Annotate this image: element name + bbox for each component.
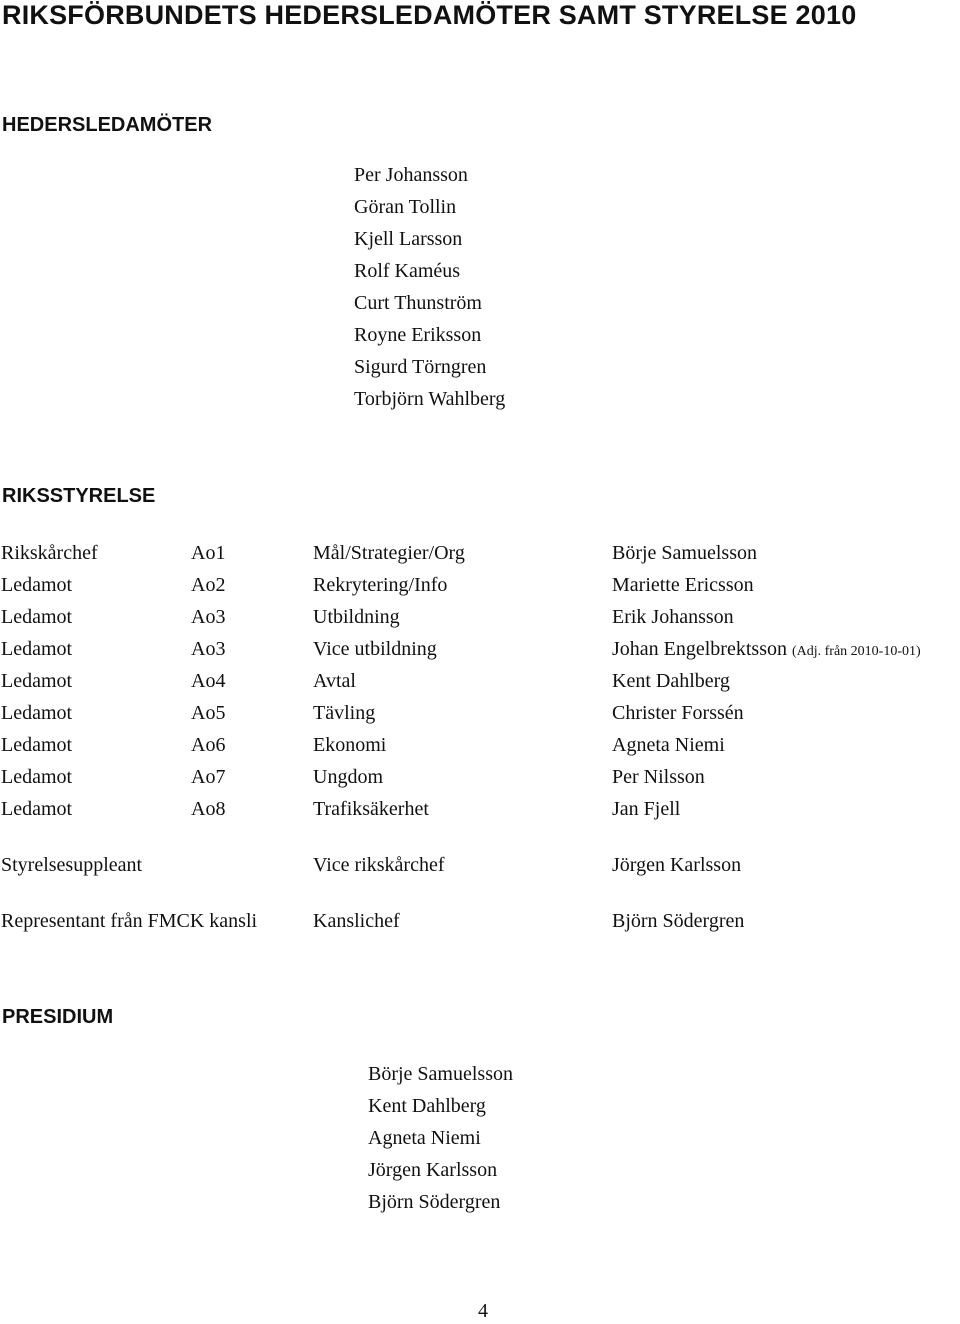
board-name: Mariette Ericsson <box>612 574 754 596</box>
board-role: Ledamot <box>1 734 73 756</box>
board-area: Vice utbildning <box>313 638 437 660</box>
deputy-role: Styrelsesuppleant <box>1 854 143 876</box>
board-code: Ao3 <box>191 606 226 628</box>
board-code: Ao3 <box>191 638 226 660</box>
board-area: Ekonomi <box>313 734 387 756</box>
board-role: Ledamot <box>1 798 73 820</box>
board-name: Jan Fjell <box>612 798 681 820</box>
board-role: Ledamot <box>1 766 73 788</box>
honorary-list <box>354 159 505 415</box>
honorary-heading: HEDERSLEDAMÖTER <box>2 114 213 136</box>
board-note: (Adj. från 2010-10-01) <box>791 644 921 659</box>
list-item: Sigurd Törngren <box>354 356 487 378</box>
board-code: Ao2 <box>191 574 226 596</box>
board-area: Rekrytering/Info <box>313 574 448 596</box>
board-role: Ledamot <box>1 670 73 692</box>
board-name: Per Nilsson <box>612 766 705 788</box>
list-item: Göran Tollin <box>354 196 457 218</box>
board-role: Rikskårchef <box>1 542 98 564</box>
board-code: Ao1 <box>191 542 226 564</box>
board-name: Börje Samuelsson <box>612 542 757 564</box>
board-heading: RIKSSTYRELSE <box>2 485 156 507</box>
board-area: Mål/Strategier/Org <box>313 542 465 564</box>
board-area: Utbildning <box>313 606 400 628</box>
list-item: Kent Dahlberg <box>368 1095 486 1117</box>
deputy-name: Jörgen Karlsson <box>612 854 742 876</box>
list-item: Kjell Larsson <box>354 228 463 250</box>
board-code: Ao7 <box>191 766 226 788</box>
board-role: Ledamot <box>1 606 73 628</box>
representative-area: Kanslichef <box>313 910 400 932</box>
board-role: Ledamot <box>1 702 73 724</box>
board-name: Kent Dahlberg <box>612 670 730 692</box>
list-item: Jörgen Karlsson <box>368 1159 498 1181</box>
presidium-list <box>368 1058 513 1218</box>
page-title: RIKSFÖRBUNDETS HEDERSLEDAMÖTER SAMT STYRELSE 2010 <box>2 0 857 30</box>
board-area: Avtal <box>313 670 356 692</box>
representative-role: Representant från FMCK kansli <box>1 910 258 932</box>
page-number: 4 <box>478 1300 488 1322</box>
board-name: Agneta Niemi <box>612 734 725 756</box>
board-role: Ledamot <box>1 574 73 596</box>
list-item: Börje Samuelsson <box>368 1063 513 1085</box>
list-item: Rolf Kaméus <box>354 260 461 282</box>
deputy-area: Vice rikskårchef <box>313 854 445 876</box>
board-code: Ao5 <box>191 702 226 724</box>
representative-name: Björn Södergren <box>612 910 745 932</box>
list-item: Björn Södergren <box>368 1191 501 1213</box>
board-name: Christer Forssén <box>612 702 744 724</box>
list-item: Torbjörn Wahlberg <box>354 388 506 410</box>
board-area: Ungdom <box>313 766 383 788</box>
board-area: Tävling <box>313 702 376 724</box>
board-code: Ao4 <box>191 670 226 692</box>
presidium-heading: PRESIDIUM <box>2 1006 114 1028</box>
list-item: Royne Eriksson <box>354 324 482 346</box>
board-role: Ledamot <box>1 638 73 660</box>
list-item: Per Johansson <box>354 164 468 186</box>
board-name: Johan Engelbrektsson <box>612 638 787 660</box>
board-area: Trafiksäkerhet <box>313 798 429 820</box>
board-code: Ao8 <box>191 798 226 820</box>
board-code: Ao6 <box>191 734 226 756</box>
list-item: Agneta Niemi <box>368 1127 481 1149</box>
list-item: Curt Thunström <box>354 292 482 314</box>
board-name-with-note <box>612 633 921 668</box>
board-name: Erik Johansson <box>612 606 734 628</box>
